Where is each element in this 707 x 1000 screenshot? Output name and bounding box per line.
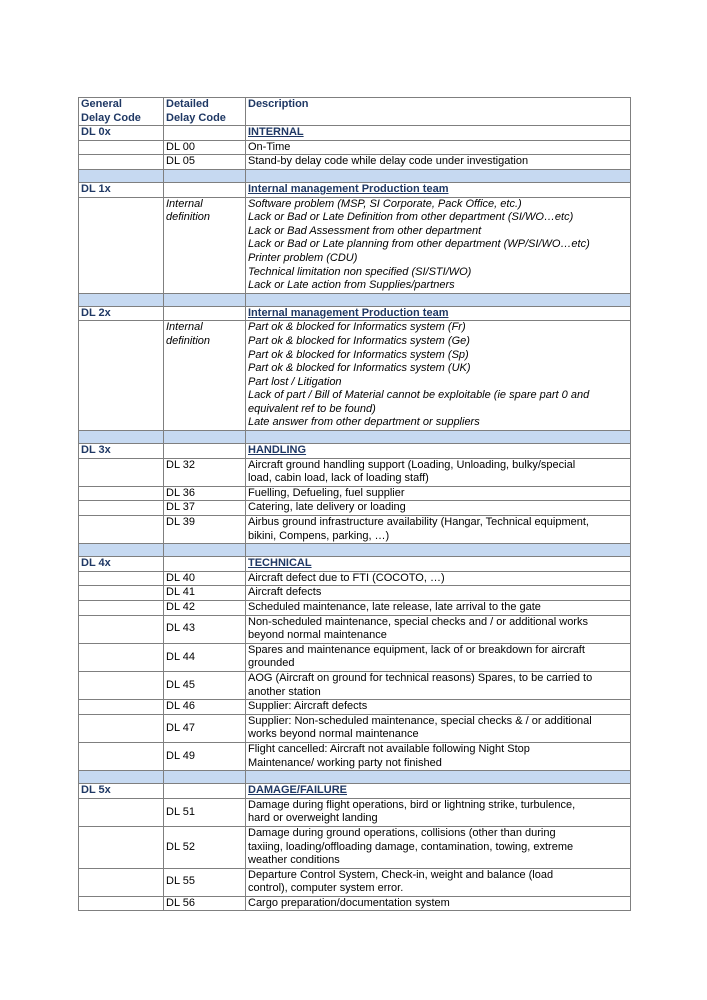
detailed-delay-code: DL 44 (164, 643, 246, 671)
description-line: Technical limitation non specified (SI/STI/WO) (248, 265, 472, 278)
table-row (79, 601, 631, 616)
description-cell (246, 643, 631, 671)
detailed-delay-code (164, 321, 246, 431)
spacer-cell (246, 293, 631, 306)
description-cell (246, 155, 631, 170)
group-spacer-row (79, 544, 631, 557)
description-cell (246, 714, 631, 742)
group-title: Internal management Production team (246, 182, 631, 197)
description-cell (246, 140, 631, 155)
spacer-cell (79, 169, 164, 182)
detailed-delay-code: DL 43 (164, 615, 246, 643)
general-code-cell (79, 458, 164, 486)
description-line: equivalent ref to be found) (248, 402, 376, 415)
description-line: Damage during ground operations, collisions (other than during (248, 826, 556, 839)
general-code-cell (79, 643, 164, 671)
description-cell (246, 516, 631, 544)
general-code-cell (79, 826, 164, 868)
spacer-cell (246, 431, 631, 444)
description-cell (246, 868, 631, 896)
description-line: beyond normal maintenance (248, 629, 387, 642)
description-line: Supplier: Non-scheduled maintenance, special checks & / or additional (248, 714, 592, 727)
table-row (79, 615, 631, 643)
description-line: On-Time (248, 140, 291, 153)
header-description: Description (246, 98, 631, 126)
general-code-cell (79, 615, 164, 643)
table-row (79, 586, 631, 601)
table-body (79, 126, 631, 911)
general-delay-code: DL 2x (79, 306, 164, 321)
group-header-row (79, 784, 631, 799)
description-cell (246, 571, 631, 586)
general-code-cell (79, 601, 164, 616)
detailed-delay-code: DL 47 (164, 714, 246, 742)
description-line: weather conditions (248, 854, 340, 867)
group-spacer-row (79, 431, 631, 444)
description-cell (246, 321, 631, 431)
table-row (79, 501, 631, 516)
description-cell (246, 501, 631, 516)
group-spacer-row (79, 169, 631, 182)
general-delay-code: DL 5x (79, 784, 164, 799)
general-code-cell (79, 486, 164, 501)
description-cell (246, 671, 631, 699)
description-line: hard or overweight landing (248, 812, 378, 825)
table-row (79, 700, 631, 715)
spacer-cell (79, 431, 164, 444)
description-line: Aircraft ground handling support (Loading, Unloading, bulky/special (248, 458, 576, 471)
spacer-cell (164, 431, 246, 444)
general-code-cell (79, 321, 164, 431)
general-code-cell (79, 140, 164, 155)
description-line: Stand-by delay code while delay code under investigation (248, 155, 529, 168)
description-line: bikini, Compens, parking, …) (248, 529, 390, 542)
group-header-row (79, 182, 631, 197)
general-delay-code: DL 0x (79, 126, 164, 141)
detailed-delay-code: DL 37 (164, 501, 246, 516)
description-cell (246, 826, 631, 868)
description-line: grounded (248, 657, 295, 670)
description-line: Part ok & blocked for Informatics system (UK) (248, 362, 471, 375)
description-line: Non-scheduled maintenance, special checks and / or additional works (248, 615, 588, 628)
detailed-delay-code: DL 05 (164, 155, 246, 170)
general-code-cell (79, 714, 164, 742)
detailed-code-line: Internal (166, 197, 203, 210)
description-line: Flight cancelled: Aircraft not available following Night Stop (248, 742, 530, 755)
table-row (79, 486, 631, 501)
table-row (79, 155, 631, 170)
description-line: Airbus ground infrastructure availability (Hangar, Technical equipment, (248, 516, 589, 529)
group-header-row (79, 557, 631, 572)
description-cell (246, 486, 631, 501)
spacer-cell (246, 771, 631, 784)
description-line: Part ok & blocked for Informatics system (Sp) (248, 348, 469, 361)
detailed-delay-code: DL 46 (164, 700, 246, 715)
group-title: HANDLING (246, 444, 631, 459)
table-row (79, 671, 631, 699)
description-line: Part ok & blocked for Informatics system (Ge) (248, 334, 470, 347)
table-header-row (79, 98, 631, 126)
table-row (79, 868, 631, 896)
description-cell (246, 601, 631, 616)
description-line: AOG (Aircraft on ground for technical reasons) Spares, to be carried to (248, 671, 593, 684)
description-line: taxiing, loading/offloading damage, contamination, towing, extreme (248, 840, 574, 853)
description-line: Maintenance/ working party not finished (248, 756, 442, 769)
spacer-cell (246, 169, 631, 182)
spacer-cell (79, 771, 164, 784)
description-cell (246, 615, 631, 643)
detailed-delay-code: DL 41 (164, 586, 246, 601)
detailed-delay-code: DL 40 (164, 571, 246, 586)
description-line: Part ok & blocked for Informatics system (Fr) (248, 321, 466, 334)
detailed-code-line: definition (166, 211, 211, 224)
description-line: Part lost / Litigation (248, 375, 342, 388)
table-row (79, 742, 631, 770)
description-line: Late answer from other department or suppliers (248, 416, 480, 429)
group-empty-cell (164, 557, 246, 572)
general-code-cell (79, 896, 164, 911)
detailed-code-line: Internal (166, 321, 203, 334)
table-row (79, 896, 631, 911)
detailed-delay-code: DL 56 (164, 896, 246, 911)
table-row (79, 321, 631, 431)
description-cell (246, 197, 631, 293)
general-delay-code: DL 1x (79, 182, 164, 197)
general-code-cell (79, 501, 164, 516)
description-line: Supplier: Aircraft defects (248, 700, 368, 713)
description-line: Fuelling, Defueling, fuel supplier (248, 486, 405, 499)
group-title: TECHNICAL (246, 557, 631, 572)
description-cell (246, 798, 631, 826)
spacer-cell (164, 544, 246, 557)
group-empty-cell (164, 784, 246, 799)
description-cell (246, 896, 631, 911)
description-line: Damage during flight operations, bird or lightning strike, turbulence, (248, 798, 576, 811)
group-empty-cell (164, 182, 246, 197)
general-code-cell (79, 571, 164, 586)
group-empty-cell (164, 444, 246, 459)
table-row (79, 826, 631, 868)
description-line: Software problem (MSP, SI Corporate, Pack Office, etc.) (248, 197, 522, 210)
description-line: Aircraft defect due to FTI (COCOTO, …) (248, 571, 445, 584)
description-cell (246, 586, 631, 601)
group-title: INTERNAL (246, 126, 631, 141)
table-row (79, 458, 631, 486)
description-line: another station (248, 685, 321, 698)
general-code-cell (79, 586, 164, 601)
group-empty-cell (164, 126, 246, 141)
group-title: DAMAGE/FAILURE (246, 784, 631, 799)
description-line: Cargo preparation/documentation system (248, 896, 450, 909)
table-row (79, 714, 631, 742)
group-header-row (79, 126, 631, 141)
general-code-cell (79, 868, 164, 896)
general-delay-code: DL 3x (79, 444, 164, 459)
description-line: Aircraft defects (248, 586, 322, 599)
description-line: Printer problem (CDU) (248, 251, 358, 264)
spacer-cell (164, 293, 246, 306)
header-general-delay-code: General Delay Code (79, 98, 164, 126)
group-spacer-row (79, 771, 631, 784)
description-line: load, cabin load, lack of loading staff) (248, 472, 429, 485)
detailed-delay-code: DL 42 (164, 601, 246, 616)
detailed-delay-code: DL 00 (164, 140, 246, 155)
spacer-cell (164, 169, 246, 182)
table-row (79, 571, 631, 586)
table-row (79, 197, 631, 293)
detailed-delay-code: DL 49 (164, 742, 246, 770)
detailed-delay-code (164, 197, 246, 293)
description-line: Lack or Late action from Supplies/partners (248, 279, 455, 292)
table-row (79, 798, 631, 826)
description-line: Lack or Bad Assessment from other department (248, 224, 482, 237)
group-header-row (79, 306, 631, 321)
general-code-cell (79, 700, 164, 715)
group-header-row (79, 444, 631, 459)
group-spacer-row (79, 293, 631, 306)
description-cell (246, 700, 631, 715)
detailed-delay-code: DL 51 (164, 798, 246, 826)
spacer-cell (164, 771, 246, 784)
detailed-delay-code: DL 52 (164, 826, 246, 868)
general-code-cell (79, 516, 164, 544)
description-line: Lack or Bad or Late Definition from other department (SI/WO…etc) (248, 211, 574, 224)
description-line: Departure Control System, Check-in, weight and balance (load (248, 868, 554, 881)
description-line: Spares and maintenance equipment, lack of or breakdown for aircraft (248, 643, 585, 656)
table-row (79, 140, 631, 155)
header-detailed-delay-code: Detailed Delay Code (164, 98, 246, 126)
general-code-cell (79, 671, 164, 699)
description-line: Catering, late delivery or loading (248, 501, 406, 514)
spacer-cell (246, 544, 631, 557)
general-delay-code: DL 4x (79, 557, 164, 572)
delay-code-table (78, 97, 631, 911)
detailed-delay-code: DL 32 (164, 458, 246, 486)
description-line: Lack or Bad or Late planning from other department (WP/SI/WO…etc) (248, 238, 590, 251)
table-row (79, 643, 631, 671)
detailed-code-line: definition (166, 334, 211, 347)
group-title: Internal management Production team (246, 306, 631, 321)
description-line: Scheduled maintenance, late release, late arrival to the gate (248, 601, 541, 613)
table-row (79, 516, 631, 544)
description-line: works beyond normal maintenance (248, 728, 419, 741)
group-empty-cell (164, 306, 246, 321)
detailed-delay-code: DL 55 (164, 868, 246, 896)
spacer-cell (79, 544, 164, 557)
general-code-cell (79, 798, 164, 826)
detailed-delay-code: DL 45 (164, 671, 246, 699)
description-cell (246, 742, 631, 770)
description-cell (246, 458, 631, 486)
description-line: control), computer system error. (248, 882, 404, 895)
detailed-delay-code: DL 36 (164, 486, 246, 501)
general-code-cell (79, 197, 164, 293)
spacer-cell (79, 293, 164, 306)
general-code-cell (79, 155, 164, 170)
detailed-delay-code: DL 39 (164, 516, 246, 544)
general-code-cell (79, 742, 164, 770)
description-line: Lack of part / Bill of Material cannot be exploitable (ie spare part 0 and (248, 389, 590, 402)
